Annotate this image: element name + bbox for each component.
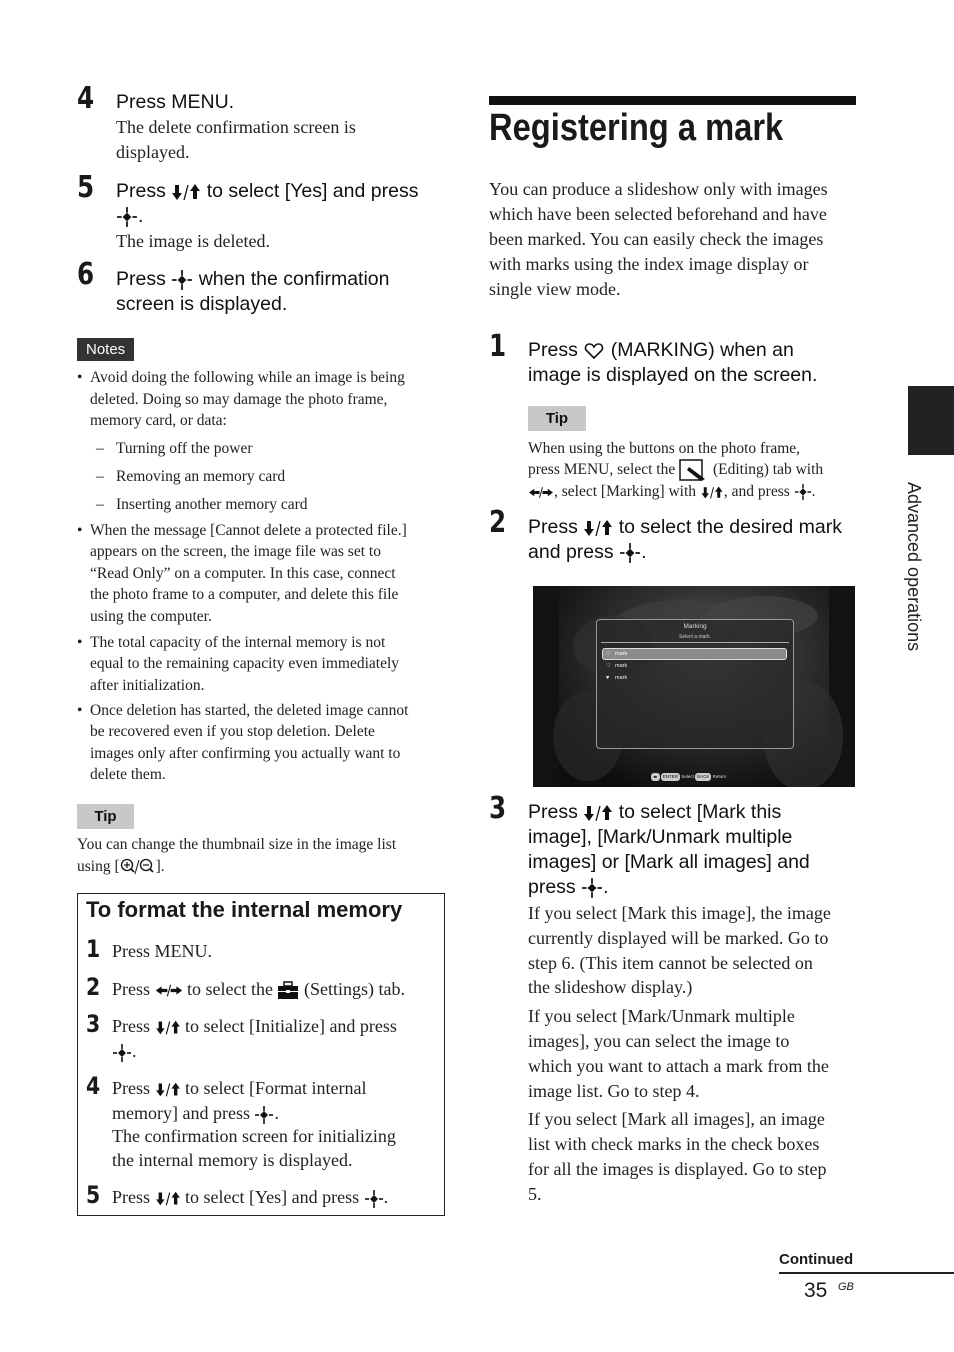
step-text: (MARKING) when an [610, 339, 794, 361]
step-description: the slideshow display.) [528, 977, 693, 997]
settings-toolbox-icon [277, 981, 299, 1001]
step-number: 2 [86, 973, 101, 1001]
step-instruction: image is displayed on the screen. [528, 364, 818, 386]
page-title: Registering a mark [489, 107, 784, 149]
note-text: after initialization. [90, 677, 205, 694]
note-subitem: Inserting another memory card [116, 496, 308, 513]
step-instruction: and press . [528, 541, 647, 563]
down-up-arrows-icon [583, 518, 613, 538]
format-box-title: To format the internal memory [86, 897, 403, 922]
tip-text-part: , select [Marking] with [554, 483, 697, 500]
step-instruction: screen is displayed. [116, 293, 288, 315]
tip-text [77, 856, 165, 878]
editing-tab-icon [679, 459, 709, 481]
format-step-text: memory] and press . [112, 1103, 279, 1123]
down-up-arrows-icon [171, 182, 201, 202]
step-text: and press [528, 541, 614, 563]
step-description: The delete confirmation screen is [116, 117, 356, 137]
step-number: 3 [489, 791, 507, 826]
step-text: Press [112, 1187, 151, 1207]
format-step-text [112, 1014, 397, 1039]
step-instruction [528, 515, 842, 540]
intro-text: single view mode. [489, 279, 621, 299]
enter-button-icon [581, 877, 603, 899]
down-up-arrows-icon [583, 803, 613, 823]
step-text: to select [Initialize] and press [185, 1016, 397, 1036]
dpad-icon: ◂▸ [653, 774, 658, 779]
step-description: images], you can select the image to [528, 1031, 790, 1051]
left-right-arrows-icon [155, 982, 183, 999]
step-text: memory] and press [112, 1103, 250, 1123]
step-instruction [116, 267, 389, 292]
note-text: appears on the screen, the image file was set to [90, 543, 381, 560]
step-instruction-cont: . [116, 204, 143, 229]
step-number: 3 [86, 1010, 101, 1038]
down-up-arrows-icon [155, 1190, 181, 1207]
dash: – [96, 496, 104, 513]
format-step-text: Press MENU. [112, 941, 213, 961]
note-text: the photo frame to a computer, and delete this file [90, 586, 399, 603]
tip-text-part: (Editing) tab with [712, 461, 824, 478]
step-description: displayed. [116, 142, 190, 162]
step-description: which you want to attach a mark from the [528, 1056, 829, 1076]
dash: – [96, 440, 104, 457]
format-step-text: The confirmation screen for initializing [112, 1126, 396, 1146]
step-instruction: images] or [Mark all images] and [528, 851, 810, 873]
note-text: The total capacity of the internal memory is not [90, 634, 386, 651]
intro-text: which have been selected beforehand and have [489, 204, 827, 224]
note-text: be recovered even if you stop deletion. Delete [90, 723, 375, 740]
section-tab-label: Advanced operations [904, 482, 924, 652]
enter-button-icon [364, 1189, 384, 1209]
step-description: currently displayed will be marked. Go to [528, 928, 829, 948]
step-text: to select [Mark this [618, 801, 782, 823]
tip-text-part: ]. [155, 858, 165, 875]
step-description: If you select [Mark all images], an image [528, 1109, 825, 1129]
format-step-text: Press to select [Yes] and press . [112, 1187, 389, 1207]
note-text: When the message [Cannot delete a protected file.] [90, 522, 407, 539]
heart-filled-icon: ♥ [606, 675, 610, 681]
step-number: 1 [86, 935, 101, 963]
intro-text: You can produce a slideshow only with images [489, 179, 828, 199]
enter-button-icon [112, 1043, 132, 1063]
note-text: deleted. Doing so may damage the photo frame, [90, 391, 388, 408]
bullet-dot: • [77, 522, 83, 539]
step-description: image list. Go to step 4. [528, 1081, 700, 1101]
tip-text: When using the buttons on the photo frame, [528, 440, 801, 457]
step-description: step 6. (This item cannot be selected on [528, 953, 813, 973]
step-description: The image is deleted. [116, 231, 270, 251]
step-description: If you select [Mark/Unmark multiple [528, 1006, 795, 1026]
step-description: 5. [528, 1184, 542, 1204]
format-step-text: . [112, 1039, 137, 1064]
note-text: images only after confirming you actually want to [90, 745, 401, 762]
device-screenshot [533, 586, 855, 787]
enter-button-icon [794, 483, 812, 501]
marking-dialog [596, 619, 794, 749]
bullet-dot: • [77, 702, 83, 719]
step-description: list with check marks in the check boxes [528, 1134, 820, 1154]
select-label: Select [681, 774, 694, 779]
step-text: press [528, 876, 576, 898]
step-instruction: Press MENU. [116, 91, 235, 113]
note-subitem: Removing an memory card [116, 468, 286, 485]
selected-mark-row[interactable] [602, 648, 787, 660]
tip-badge: Tip [528, 406, 586, 431]
heart-icon: ♡ [606, 651, 611, 657]
mark-label: mark [615, 663, 628, 669]
step-text: Press [116, 268, 166, 290]
enter-button-icon [254, 1105, 274, 1125]
tip-badge: Tip [77, 804, 134, 829]
screen-footer [651, 773, 726, 781]
step-instruction: image], [Mark/Unmark multiple [528, 826, 793, 848]
return-label: Return [712, 774, 727, 779]
step-text: to select [Yes] and press [206, 180, 419, 202]
intro-text: with marks using the index image display or [489, 254, 809, 274]
step-number: 2 [489, 505, 507, 540]
section-tab-marker [908, 386, 954, 455]
zoom-in-out-icon [120, 858, 156, 876]
step-instruction [528, 338, 794, 363]
down-up-arrows-icon [155, 1081, 181, 1098]
step-number: 5 [86, 1181, 101, 1209]
tip-text [528, 459, 823, 481]
mark-row[interactable] [602, 673, 785, 683]
tip-text-part: , and press [723, 483, 790, 500]
down-up-arrows-icon [155, 1019, 181, 1036]
enter-key-label: ENTER [662, 774, 679, 779]
mark-label: mark [615, 675, 628, 681]
continued-label: Continued [779, 1251, 854, 1268]
page-number: 35 [804, 1279, 828, 1302]
title-rule [489, 96, 856, 105]
step-text: Press [116, 180, 166, 202]
format-step-text [112, 1076, 366, 1101]
step-text: Press [112, 979, 151, 999]
step-instruction [528, 800, 781, 825]
heart-icon: ♡ [606, 663, 611, 669]
step-number: 5 [77, 170, 95, 205]
step-text: Press [528, 339, 578, 361]
step-description: If you select [Mark this image], the image [528, 903, 831, 923]
step-text: to select [Yes] and press [185, 1187, 360, 1207]
step-instruction: press . [528, 876, 609, 898]
tip-text-part: using [ [77, 858, 120, 875]
language-code: GB [838, 1281, 854, 1293]
note-text: “Read Only” on a computer. In this case, connect [90, 565, 396, 582]
mark-label: mark [615, 651, 628, 657]
note-text: memory card, or data: [90, 412, 227, 429]
bullet-dot: • [77, 634, 83, 651]
note-subitem: Turning off the power [116, 440, 253, 457]
dash: – [96, 468, 104, 485]
notes-badge: Notes [77, 338, 134, 361]
note-text: delete them. [90, 766, 166, 783]
step-text: Press [528, 801, 578, 823]
tip-text: , select [Marking] with , and press . [528, 481, 816, 503]
note-text: equal to the remaining capacity even immediately [90, 655, 400, 672]
step-text: Press [112, 1016, 151, 1036]
enter-button-icon [116, 206, 138, 228]
format-step-text [112, 977, 405, 1002]
step-description: for all the images is displayed. Go to step [528, 1159, 827, 1179]
step-instruction [116, 179, 418, 204]
step-text: to select the desired mark [618, 516, 842, 538]
note-text: Avoid doing the following while an image is being [90, 369, 405, 386]
step-text: Press [528, 516, 578, 538]
format-step-text: the internal memory is displayed. [112, 1150, 353, 1170]
note-text: using the computer. [90, 608, 212, 625]
intro-text: been marked. You can easily check the images [489, 229, 824, 249]
footer-rule [779, 1272, 954, 1274]
down-up-arrows-icon [700, 485, 724, 500]
left-right-arrows-icon [528, 485, 554, 500]
step-text: to select [Format internal [185, 1078, 367, 1098]
enter-button-icon [171, 269, 193, 291]
step-text: to select the [187, 979, 273, 999]
bullet-dot: • [77, 369, 83, 386]
mark-row[interactable] [602, 661, 785, 671]
dialog-subtitle: Select a mark. [679, 634, 711, 640]
step-number: 4 [86, 1072, 101, 1100]
dialog-divider [601, 642, 789, 643]
step-text: (Settings) tab. [303, 979, 405, 999]
heart-marking-icon [583, 341, 605, 361]
step-number: 4 [77, 81, 95, 116]
tip-text-part: press MENU, select the [528, 461, 676, 478]
step-number: 1 [489, 329, 507, 364]
back-key-label: BACK [697, 774, 710, 779]
note-text: Once deletion has started, the deleted image cannot [90, 702, 409, 719]
enter-button-icon [619, 542, 641, 564]
dialog-title: Marking [683, 623, 707, 630]
tip-text: You can change the thumbnail size in the image list [77, 836, 397, 853]
step-text: when the confirmation [198, 268, 390, 290]
step-number: 6 [77, 257, 95, 292]
step-text: Press [112, 1078, 151, 1098]
